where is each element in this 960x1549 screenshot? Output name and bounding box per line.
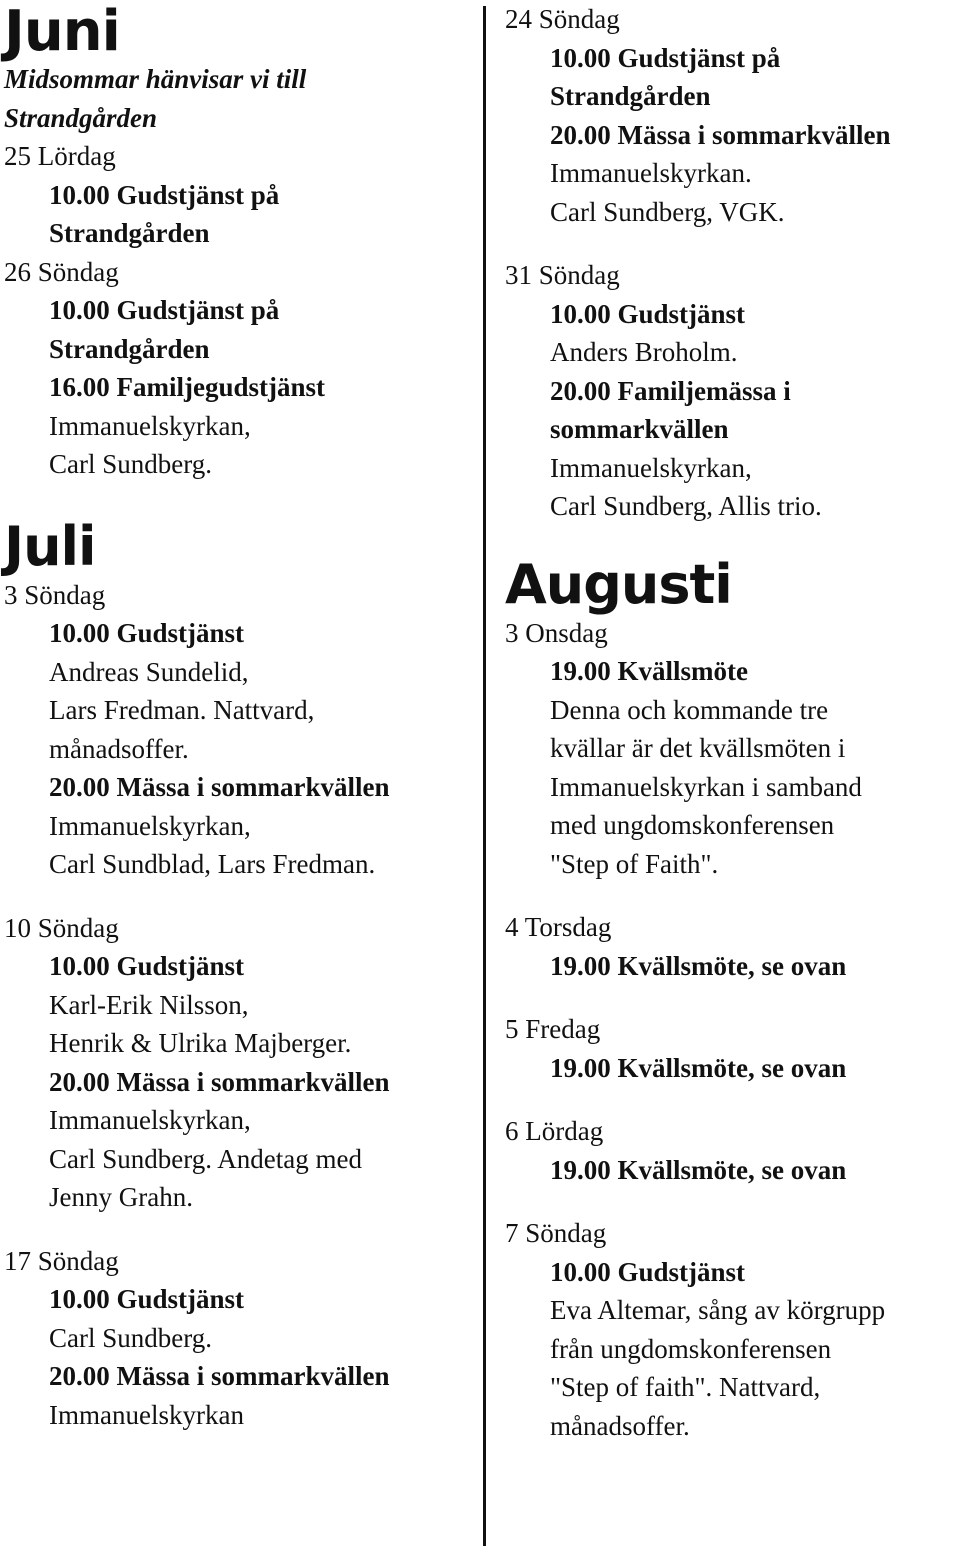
entry-line: 10.00 Gudstjänst på: [550, 42, 781, 73]
month-heading-augusti: Augusti: [505, 552, 732, 616]
entry-line: 10.00 Gudstjänst på: [49, 179, 280, 210]
column-divider: [483, 6, 486, 1546]
entry-line: Denna och kommande tre: [550, 694, 829, 725]
entry-line: Immanuelskyrkan,: [49, 1105, 251, 1135]
entry-line: Strandgården: [550, 81, 711, 111]
entry-line: 20.00 Mässa i sommarkvällen: [49, 772, 390, 802]
entry-line: Andreas Sundelid,: [49, 656, 249, 687]
entry-line: 20.00 Mässa i sommarkvällen: [49, 1361, 390, 1391]
entry-line: Carl Sundblad, Lars Fredman.: [49, 849, 376, 879]
entry-line: Immanuelskyrkan,: [49, 410, 251, 441]
entry-line: Carl Sundberg, Allis trio.: [550, 491, 822, 521]
entry-line: 20.00 Familjemässa i: [550, 375, 791, 406]
juli-continued-days: [505, 0, 957, 526]
entry-line: Carl Sundberg.: [49, 449, 212, 479]
entry-line: 10.00 Gudstjänst på: [49, 295, 280, 325]
entry-line: 10.00 Gudstjänst: [49, 1284, 245, 1314]
entry-line: Lars Fredman. Nattvard,: [49, 695, 315, 725]
note-line: Strandgården: [4, 102, 158, 133]
entry-line: Immanuelskyrkan,: [49, 810, 251, 841]
entry-line: Immanuelskyrkan,: [550, 452, 752, 483]
entry-line: 19.00 Kvällsmöte, se ovan: [550, 1154, 847, 1185]
entry-line: "Step of faith". Nattvard,: [550, 1372, 821, 1402]
entry-line: 20.00 Mässa i sommarkvällen: [49, 1066, 390, 1097]
day-heading: 3 Söndag: [4, 579, 106, 610]
juli-days: [4, 576, 480, 1435]
month-heading-juli: Juli: [4, 514, 96, 578]
entry-line: Jenny Grahn.: [49, 1182, 193, 1212]
juni-days: [4, 137, 480, 484]
midsommar-note: [4, 60, 480, 137]
entry-line: med ungdomskonferensen: [550, 810, 835, 840]
entry-line: Carl Sundberg.: [49, 1322, 212, 1353]
entry-line: Eva Altemar, sång av körgrupp: [550, 1295, 886, 1325]
entry-line: 10.00 Gudstjänst: [550, 1256, 746, 1287]
entry-line: månadsoffer.: [49, 733, 189, 764]
entry-line: Immanuelskyrkan i samband: [550, 771, 862, 802]
entry-line: Immanuelskyrkan: [49, 1399, 244, 1430]
entry-line: 10.00 Gudstjänst: [49, 618, 245, 648]
entry-line: Carl Sundberg, VGK.: [550, 196, 785, 227]
entry-line: 19.00 Kvällsmöte, se ovan: [550, 1052, 847, 1083]
entry-line: 10.00 Gudstjänst: [550, 298, 746, 329]
month-heading-juni: Juni: [4, 0, 120, 64]
left-column: [4, 0, 480, 1434]
day-heading: 4 Torsdag: [505, 912, 612, 942]
note-line: Midsommar hänvisar vi till: [4, 64, 307, 94]
entry-line: Karl-Erik Nilsson,: [49, 989, 249, 1020]
entry-line: 20.00 Mässa i sommarkvällen: [550, 119, 891, 150]
entry-line: 16.00 Familjegudstjänst: [49, 372, 325, 402]
entry-line: Henrik & Ulrika Majberger.: [49, 1028, 352, 1058]
entry-line: sommarkvällen: [550, 414, 729, 444]
entry-line: månadsoffer.: [550, 1410, 690, 1441]
day-heading: 3 Onsdag: [505, 617, 608, 648]
entry-line: Anders Broholm.: [550, 337, 738, 367]
day-heading: 7 Söndag: [505, 1218, 607, 1248]
day-heading: 10 Söndag: [4, 912, 119, 943]
entry-line: 19.00 Kvällsmöte: [550, 656, 748, 686]
entry-line: 19.00 Kvällsmöte, se ovan: [550, 950, 847, 981]
day-heading: 5 Fredag: [505, 1014, 601, 1044]
day-heading: 17 Söndag: [4, 1245, 119, 1276]
day-heading: 26 Söndag: [4, 256, 119, 287]
entry-line: från ungdomskonferensen: [550, 1333, 832, 1364]
entry-line: Immanuelskyrkan.: [550, 158, 752, 188]
right-column: [505, 0, 957, 1445]
day-heading: 31 Söndag: [505, 260, 620, 290]
entry-line: Carl Sundberg. Andetag med: [49, 1143, 362, 1174]
day-heading: 24 Söndag: [505, 4, 620, 34]
entry-line: Strandgården: [49, 333, 210, 364]
augusti-days: [505, 614, 957, 1446]
entry-line: 10.00 Gudstjänst: [49, 951, 245, 981]
entry-line: "Step of Faith".: [550, 848, 719, 879]
entry-line: Strandgården: [49, 218, 210, 248]
day-heading: 25 Lördag: [4, 141, 116, 171]
entry-line: kvällar är det kvällsmöten i: [550, 733, 846, 763]
day-heading: 6 Lördag: [505, 1116, 604, 1146]
